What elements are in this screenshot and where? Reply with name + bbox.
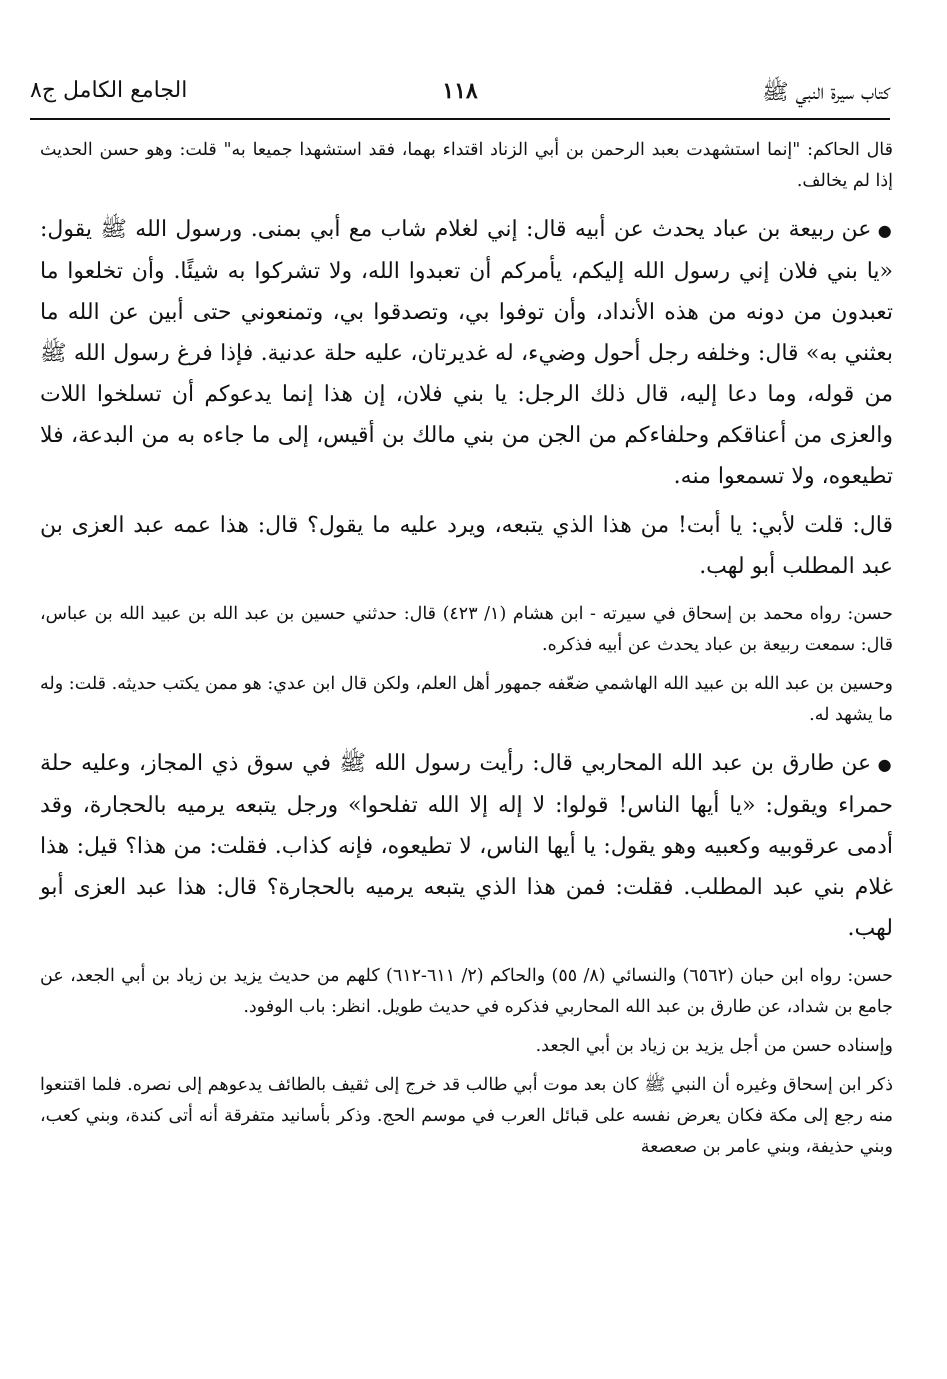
page-header bbox=[30, 78, 890, 120]
book-title: كتاب سيرة النبي ﷺ bbox=[762, 80, 890, 105]
hakim-quote: قال الحاكم: "إنما استشهدت بعبد الرحمن بن أبي الزناد اقتداء بهما، فقد استشهدا جميعا به" قلت: وهو حسن الحديث إذا لم يخالف. bbox=[40, 140, 893, 191]
ibn-ishaq-narrative: ذكر ابن إسحاق وغيره أن النبي ﷺ كان بعد موت أبي طالب قد خرج إلى ثقيف بالطائف يدعوهم إلى نصره. فلما اقتنعوا منه رجع إلى مكة فكان يعرض نفسه على قبائل العرب في موسم الحج. وذكر بأسانيد متفرقة أنه أتى كندة، وبني كعب، وبني حذيفة، وبني عامر بن صعصعة bbox=[40, 1075, 893, 1157]
takhrij-tariq: حسن: رواه ابن حبان (٦٥٦٢) والنسائي (٨/ ٥٥) والحاكم (٢/ ٦١١-٦١٢) كلهم من حديث يزيد بن زياد بن أبي الجعد، عن جامع بن شداد، عن طارق بن عبد الله المحاربي فذكره في حديث طويل. انظر: باب الوفود. bbox=[40, 966, 894, 1017]
takhrij-rabia: حسن: رواه محمد بن إسحاق في سيرته - ابن هشام (١/ ٤٢٣) قال: حدثني حسين بن عبد الله بن عبيد الله بن عباس، قال: سمعت ربيعة بن عباد يحدث عن أبيه فذكره. bbox=[40, 604, 893, 655]
hadith-tariq: ● عن طارق بن عبد الله المحاربي قال: رأيت رسول الله ﷺ في سوق ذي المجاز، وعليه حلة حمراء ويقول: «يا أيها الناس! قولوا: لا إله إلا الله تفلحوا» ورجل يتبعه يرميه بالحجارة، وقد أدمى عرقوبيه وكعبيه وهو يقول: يا أيها الناس، لا تطيعوه، فإنه كذاب. فقلت: من هذا؟ قيل: هذا غلام بني عبد المطلب. فقلت: فمن هذا الذي يتبعه يرميه بالحجارة؟ قال: هذا عبد العزى أبو لهب. bbox=[40, 743, 893, 949]
note-husayn: وحسين بن عبد الله بن عبيد الله الهاشمي ضعّفه جمهور أهل العلم، ولكن قال ابن عدي: هو ممن يكتب حديثه. قلت: وله ما يشهد له. bbox=[40, 674, 893, 725]
hadith-rabia-continuation: قال: قلت لأبي: يا أبت! من هذا الذي يتبعه، ويرد عليه ما يقول؟ قال: هذا عمه عبد العزى بن عبد المطلب أبو لهب. bbox=[40, 513, 893, 579]
page-number: ١١٨ bbox=[442, 78, 478, 104]
isnad-note: وإسناده حسن من أجل يزيد بن زياد بن أبي الجعد. bbox=[535, 1036, 893, 1056]
volume-title: الجامع الكامل ج٨ bbox=[30, 78, 188, 103]
page-body bbox=[40, 135, 893, 1163]
hadith-rabia: ● عن ربيعة بن عباد يحدث عن أبيه قال: إني لغلام شاب مع أبي بمنى. ورسول الله ﷺ يقول: «يا بني فلان إني رسول الله إليكم، يأمركم أن تعبدوا الله، ولا تشركوا به شيئًا. وأن تخلعوا ما تعبدون من دونه من هذه الأنداد، وأن توفوا بي، وتصدقوا بي، وتمنعوني حتى أبين عن الله ما بعثني به» قال: وخلفه رجل أحول وضيء، له غديرتان، عليه حلة عدنية. فإذا فرغ رسول الله ﷺ من قوله، وما دعا إليه، قال ذلك الرجل: يا بني فلان، إن هذا إنما يدعوكم أن تسلخوا اللات والعزى من أعناقكم وحلفاءكم من الجن من بني مالك بن أقيس، إلى ما جاءه به من البدعة، فلا تطيعوه، ولا تسمعوا منه. bbox=[40, 209, 893, 497]
